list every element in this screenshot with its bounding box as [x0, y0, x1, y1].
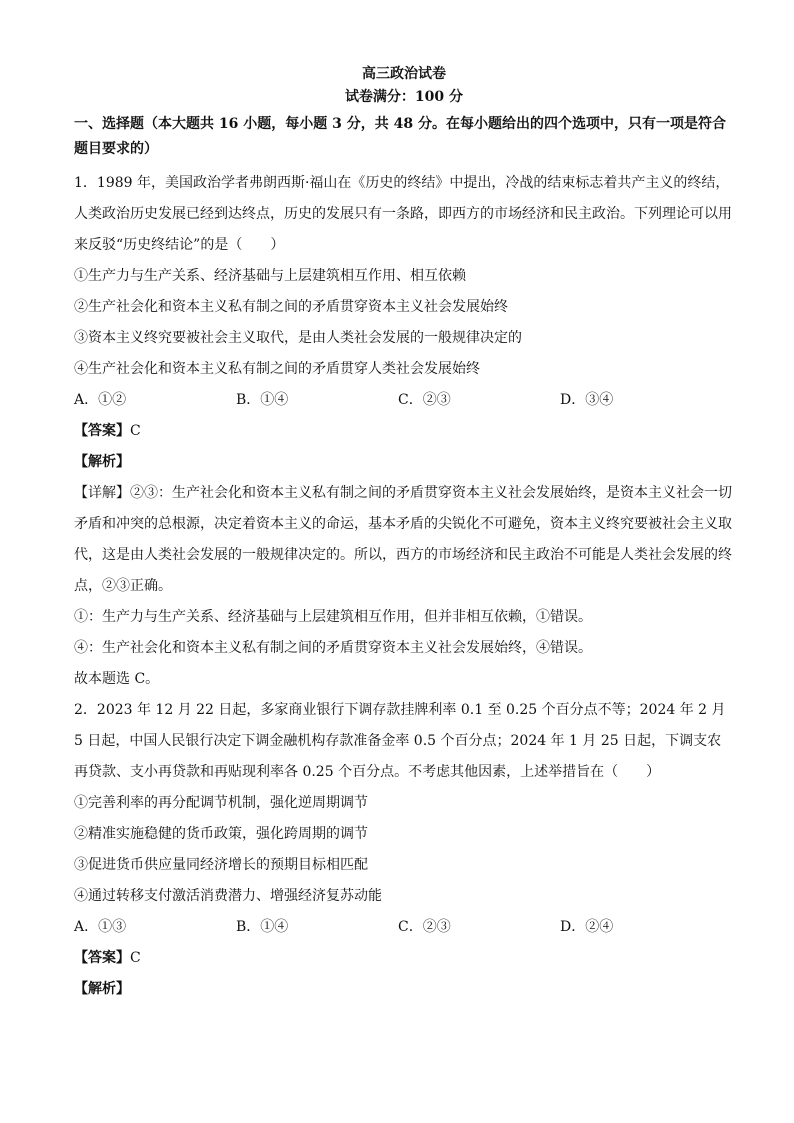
choice-a: A．①③ [74, 919, 127, 935]
answer-line [74, 943, 734, 974]
choice-c: C．②③ [398, 392, 451, 408]
question-1 [74, 168, 734, 695]
choice-b: B．①④ [236, 919, 289, 935]
section-heading: 一、选择题（本大题共 16 小题，每小题 3 分，共 48 分。在每小题给出的四个选项中，只有一项是符合题目要求的） [74, 116, 726, 157]
option-1: ①生产力与生产关系、经济基础与上层建筑相互作用、相互依赖 [74, 268, 466, 284]
choice-b: B．①④ [236, 392, 289, 408]
option-2: ②生产社会化和资本主义私有制之间的矛盾贯穿资本主义社会发展始终 [74, 299, 508, 315]
answer-value: C [130, 950, 141, 966]
choice-d: D．③④ [560, 392, 614, 408]
analysis-label: 【解析】 [74, 454, 130, 470]
option-2: ②精准实施稳健的货币政策，强化跨周期的调节 [74, 826, 368, 842]
detail-option-4: ④：生产社会化和资本主义私有制之间的矛盾贯穿资本主义社会发展始终，④错误。 [74, 640, 592, 656]
detail-option-1: ①：生产力与生产关系、经济基础与上层建筑相互作用，但并非相互依赖，①错误。 [74, 609, 592, 625]
answer-label: 【答案】 [74, 950, 130, 966]
choice-c: C．②③ [398, 919, 451, 935]
answer-choices [74, 385, 734, 416]
detail-paragraph: 【详解】②③：生产社会化和资本主义私有制之间的矛盾贯穿资本主义社会发展始终，是资本主义社会一切矛盾和冲突的总根源，决定着资本主义的命运，基本矛盾的尖锐化不可避免，资本主义终究要被社会主义取代，这是由人类社会发展的一般规律决定的。所以，西方的市场经济和民主政治不可能是人类社会发展的终点，②③正确。 [74, 485, 732, 594]
answer-choices [74, 912, 734, 943]
page-title: 高三政治试卷 [362, 66, 446, 82]
answer-line [74, 416, 734, 447]
choice-a: A．①② [74, 392, 127, 408]
analysis-label: 【解析】 [74, 981, 130, 997]
option-4: ④生产社会化和资本主义私有制之间的矛盾贯穿人类社会发展始终 [74, 361, 480, 377]
answer-value: C [130, 423, 141, 439]
option-3: ③促进货币供应量同经济增长的预期目标相匹配 [74, 857, 368, 873]
option-3: ③资本主义终究要被社会主义取代，是由人类社会发展的一般规律决定的 [74, 330, 522, 346]
question-2 [74, 695, 734, 1005]
answer-label: 【答案】 [74, 423, 130, 439]
question-stem: 2．2023 年 12 月 22 日起，多家商业银行下调存款挂牌利率 0.1 至 0.25 个百分点不等；2024 年 2 月 5 日起，中国人民银行决定下调金融机构存款准备金率 0.5 个百分点；2024 年 1 月 25 日起，下调支农再贷款、支小再贷款和再贴现利率各 0.25 个百分点。不考虑其他因素，上述举措旨在（ ） [74, 702, 726, 780]
option-4: ④通过转移支付激活消费潜力、增强经济复苏动能 [74, 888, 382, 904]
conclusion: 故本题选 C。 [74, 671, 160, 687]
choice-d: D．②④ [560, 919, 614, 935]
option-1: ①完善利率的再分配调节机制，强化逆周期调节 [74, 795, 368, 811]
full-score: 试卷满分：100 分 [344, 89, 464, 105]
question-stem: 1．1989 年，美国政治学者弗朗西斯·福山在《历史的终结》中提出，冷战的结束标志着共产主义的终结，人类政治历史发展已经到达终点，历史的发展只有一条路，即西方的市场经济和民主政治。下列理论可以用来反驳“历史终结论”的是（ ） [74, 175, 732, 253]
